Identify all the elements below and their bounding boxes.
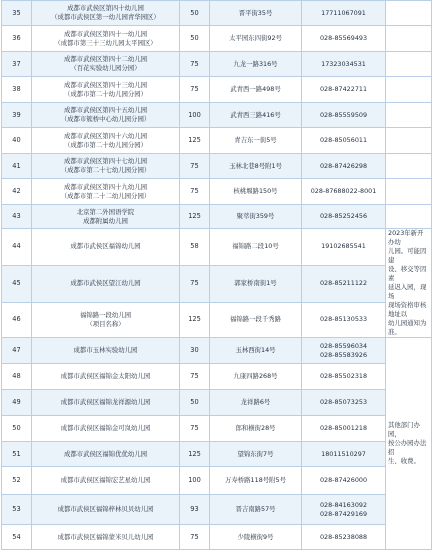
cell-line: 028-85596034: [319, 341, 368, 350]
address: 太平园东四街92号: [210, 26, 302, 52]
remark-new-2023: [386, 229, 432, 338]
table-row: [2, 26, 432, 52]
phone: [302, 52, 386, 77]
enrollment-count: 125: [180, 205, 210, 229]
row-number: 35: [2, 1, 32, 26]
address: 福锦路一段千秀路: [210, 302, 302, 337]
kindergarten-name: [32, 338, 180, 364]
cell-line: 成都市武侯区第四十三幼儿园: [63, 80, 148, 89]
enrollment-count: 93: [180, 495, 210, 525]
address: 武青西一路498号: [210, 77, 302, 103]
cell-line: 成都市武侯区福锦蒙米贝儿幼儿园: [57, 532, 154, 541]
cell-line: 028-85056011: [319, 136, 368, 144]
kindergarten-table: [1, 0, 432, 550]
cell-line: （成都市第二十幼儿园分园）: [63, 140, 148, 149]
enrollment-count: 75: [180, 525, 210, 550]
cell-line: 028-85583926: [319, 350, 368, 359]
row-number: 50: [2, 416, 32, 442]
table-row: [2, 525, 432, 550]
cell-line: 成都市武侯区福锦梓林贝贝幼儿园: [57, 505, 154, 513]
enrollment-count: 100: [180, 467, 210, 495]
address: 望锦东街7号: [210, 442, 302, 467]
address: 少陵横街9号: [210, 525, 302, 550]
enrollment-count: 58: [180, 229, 210, 266]
cell-line: 028-85569493: [319, 34, 368, 42]
cell-line: （成都市第二十二幼儿园分园）: [60, 191, 151, 200]
phone: [302, 128, 386, 154]
cell-line: 成都市武侯区第四十幼儿园: [67, 4, 144, 12]
remark-empty: [386, 103, 432, 128]
phone: [302, 179, 386, 205]
row-number: 37: [2, 52, 32, 77]
row-number: 38: [2, 77, 32, 103]
phone: [302, 265, 386, 302]
address: 玉林西街14号: [210, 338, 302, 364]
cell-line: 成都市武侯区第四十二幼儿园: [63, 55, 148, 63]
kindergarten-name: [32, 229, 180, 266]
kindergarten-name: [32, 390, 180, 416]
address: 万寿桥路118号附5号: [210, 467, 302, 495]
enrollment-count: 75: [180, 77, 210, 103]
table-row: [2, 179, 432, 205]
row-number: 40: [2, 128, 32, 154]
cell-line: （成都市第二十七幼儿园分园）: [60, 166, 151, 174]
remark-empty: [386, 154, 432, 179]
cell-line: 028-87426000: [319, 476, 368, 484]
cell-line: 19102685541: [321, 242, 366, 251]
cell-line: 按公办园办法招: [388, 439, 427, 456]
cell-line: 17323034531: [321, 59, 366, 68]
cell-line: 028-85502318: [319, 372, 368, 380]
table-row: [2, 52, 432, 77]
cell-line: 17711067091: [321, 8, 366, 17]
kindergarten-name: [32, 416, 180, 442]
phone: [302, 1, 386, 26]
cell-line: （成都市簇桥中心幼儿园分园）: [60, 115, 151, 123]
phone: [302, 390, 386, 416]
address: 核桃堰路150号: [210, 179, 302, 205]
table-row: [2, 390, 432, 416]
row-number: 52: [2, 467, 32, 495]
table-row: [2, 154, 432, 179]
row-number: 49: [2, 390, 32, 416]
table-row: [2, 265, 432, 302]
phone: [302, 205, 386, 229]
enrollment-count: 50: [180, 1, 210, 26]
phone: [302, 302, 386, 337]
remark-other-department: [386, 338, 432, 550]
address: 九龙一路316号: [210, 52, 302, 77]
address: 武青西三路416号: [210, 103, 302, 128]
kindergarten-name: [32, 77, 180, 103]
kindergarten-name: [32, 1, 180, 26]
enrollment-count: 75: [180, 416, 210, 442]
cell-line: 儿园。可能因建: [388, 247, 427, 264]
cell-line: （成都市第二十幼儿园分园）: [63, 89, 148, 98]
cell-line: （成都市第三十三幼儿园太平园区）: [54, 38, 157, 47]
cell-line: 成都市武侯区望江幼儿园: [70, 279, 141, 288]
phone: [302, 26, 386, 52]
kindergarten-name: [32, 103, 180, 128]
enrollment-count: 75: [180, 265, 210, 302]
address: 福锦路二段10号: [210, 229, 302, 266]
table-row: [2, 205, 432, 229]
remark-empty: [386, 128, 432, 154]
table-row: [2, 103, 432, 128]
enrollment-count: 75: [180, 364, 210, 390]
cell-line: 幼儿园通知为准。: [388, 319, 427, 336]
enrollment-count: 50: [180, 390, 210, 416]
cell-line: 成都市武侯区福锦金可岚幼儿园: [60, 424, 151, 432]
enrollment-count: 75: [180, 154, 210, 179]
cell-line: 成都市武侯区福锦优优幼儿园: [63, 449, 148, 458]
remark-empty: [386, 179, 432, 205]
cell-line: 北京第二外国语学院: [76, 207, 135, 216]
table-row: [2, 442, 432, 467]
cell-line: 延迟入园，现场: [388, 283, 427, 300]
phone: [302, 525, 386, 550]
enrollment-count: 75: [180, 52, 210, 77]
cell-line: 成都市武侯区第四十九幼儿园: [63, 182, 148, 191]
table-row: [2, 229, 432, 266]
cell-line: 028-84163092: [319, 500, 368, 509]
remark-empty: [386, 205, 432, 229]
table-row: [2, 416, 432, 442]
cell-line: 028-87422711: [319, 85, 368, 93]
cell-line: 成都附属幼儿园: [83, 216, 128, 225]
phone: [302, 442, 386, 467]
cell-line: 028-87688022-8001: [310, 187, 377, 195]
kindergarten-name: [32, 52, 180, 77]
cell-line: 028-87429169: [319, 509, 368, 518]
cell-line: 成都市武侯区福锦幼儿园: [70, 242, 141, 251]
kindergarten-name: [32, 154, 180, 179]
remark-empty: [386, 77, 432, 103]
row-number: 39: [2, 103, 32, 128]
kindergarten-name: [32, 26, 180, 52]
kindergarten-name: [32, 265, 180, 302]
cell-line: 成都市武侯区第四十六幼儿园: [63, 131, 148, 140]
enrollment-count: 125: [180, 442, 210, 467]
kindergarten-name: [32, 128, 180, 154]
cell-line: 福锦路一段幼儿园: [79, 310, 132, 319]
enrollment-count: 30: [180, 338, 210, 364]
enrollment-count: 100: [180, 103, 210, 128]
cell-line: 028-85073253: [319, 398, 368, 406]
cell-line: 成都市武侯区福锦宏艺星幼儿园: [60, 476, 151, 484]
row-number: 54: [2, 525, 32, 550]
table-row: [2, 1, 432, 26]
remark-empty: [386, 52, 432, 77]
cell-line: 成都市武侯区第四十七幼儿园: [63, 157, 148, 165]
kindergarten-name: [32, 525, 180, 550]
cell-line: 028-85559509: [319, 110, 368, 119]
cell-line: 现场资格审核地址以: [388, 301, 427, 318]
kindergarten-name: [32, 364, 180, 390]
kindergarten-name: [32, 495, 180, 525]
kindergarten-name: [32, 467, 180, 495]
row-number: 48: [2, 364, 32, 390]
cell-line: （百花实验幼儿园分园）: [70, 64, 141, 72]
address: 玉林北巷8号附1号: [210, 154, 302, 179]
phone: [302, 495, 386, 525]
cell-line: 成都市武侯区第四十一幼儿园: [63, 29, 148, 38]
cell-line: （成都市武侯区第一幼儿园青华园区）: [51, 13, 160, 21]
phone: [302, 229, 386, 266]
row-number: 47: [2, 338, 32, 364]
address: 聚萃街359号: [210, 205, 302, 229]
phone: [302, 103, 386, 128]
row-number: 41: [2, 154, 32, 179]
phone: [302, 154, 386, 179]
cell-line: 其他部门办园，: [388, 421, 420, 438]
row-number: 51: [2, 442, 32, 467]
phone: [302, 364, 386, 390]
enrollment-count: 50: [180, 26, 210, 52]
row-number: 44: [2, 229, 32, 266]
cell-line: 028-87426298: [319, 161, 368, 170]
address: 青吉东一街5号: [210, 128, 302, 154]
cell-line: 成都市武侯区福锦龙祥源幼儿园: [60, 398, 151, 406]
phone: [302, 77, 386, 103]
table-row: [2, 467, 432, 495]
kindergarten-name: [32, 205, 180, 229]
cell-line: 028-85211122: [319, 279, 368, 288]
cell-line: 18011510297: [321, 449, 366, 458]
kindergarten-name: [32, 442, 180, 467]
cell-line: 设、移交等因素: [388, 265, 427, 282]
address: 郎和横街28号: [210, 416, 302, 442]
cell-line: 028-85252456: [319, 212, 368, 220]
cell-line: 成都市武侯区第四十五幼儿园: [63, 106, 148, 114]
row-number: 43: [2, 205, 32, 229]
row-number: 42: [2, 179, 32, 205]
kindergarten-name: [32, 302, 180, 337]
cell-line: 2023年新开办幼: [388, 229, 424, 246]
phone: [302, 338, 386, 364]
address: 郭家桥南街1号: [210, 265, 302, 302]
row-number: 53: [2, 495, 32, 525]
cell-line: 028-85238088: [319, 532, 368, 541]
kindergarten-name: [32, 179, 180, 205]
cell-line: 028-85001218: [319, 424, 368, 432]
remark-empty: [386, 1, 432, 26]
address: 晋平街35号: [210, 1, 302, 26]
cell-line: 028-85130533: [319, 315, 368, 324]
enrollment-count: 75: [180, 179, 210, 205]
row-number: 45: [2, 265, 32, 302]
remark-empty: [386, 26, 432, 52]
address: 晋吉南路57号: [210, 495, 302, 525]
cell-line: 生、收费。: [388, 457, 420, 465]
phone: [302, 467, 386, 495]
enrollment-count: 125: [180, 302, 210, 337]
table-row: [2, 364, 432, 390]
enrollment-count: 125: [180, 128, 210, 154]
address: 龙祥路6号: [210, 390, 302, 416]
row-number: 36: [2, 26, 32, 52]
cell-line: 成都市武侯区福锦金太阳幼儿园: [60, 372, 151, 380]
row-number: 46: [2, 302, 32, 337]
cell-line: 成都市玉林实验幼儿园: [73, 346, 138, 354]
table-row: [2, 77, 432, 103]
table-row: [2, 128, 432, 154]
table-row: [2, 495, 432, 525]
address: 九康四路268号: [210, 364, 302, 390]
phone: [302, 416, 386, 442]
table-row: [2, 302, 432, 337]
table-row: [2, 338, 432, 364]
cell-line: （项目名称）: [86, 319, 125, 328]
